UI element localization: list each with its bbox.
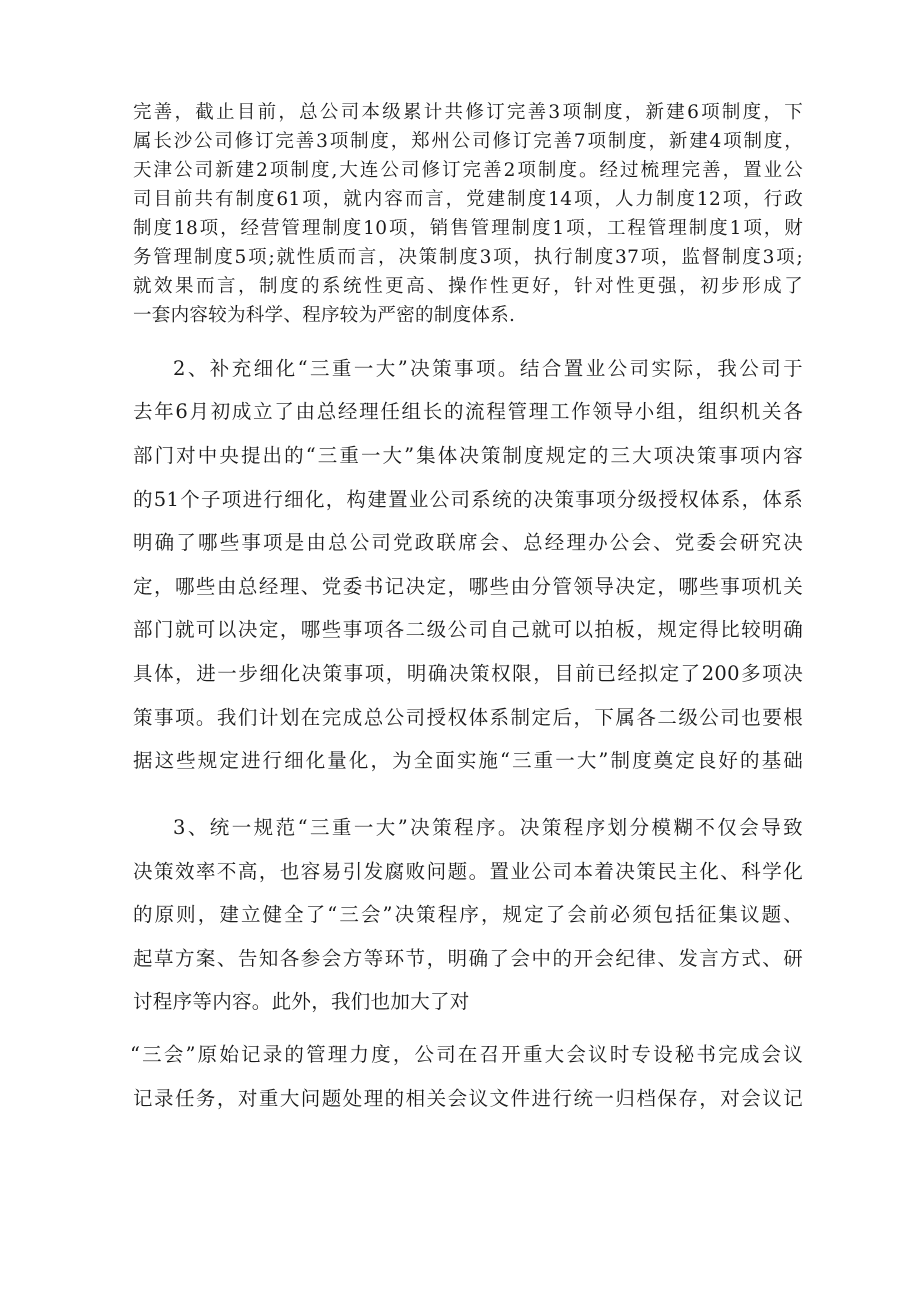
text-line: 具体，进一步细化决策事项，明确决策权限，目前已经拟定了200多项决	[133, 662, 803, 685]
text-line: 记录任务，对重大问题处理的相关会议文件进行统一归档保存，对会议记	[133, 1087, 803, 1110]
text-line: 天津公司新建2项制度,大连公司修订完善2项制度。经过梳理完善，置业公	[133, 160, 803, 181]
text-line: 就效果而言，制度的系统性更高、操作性更好，针对性更强，初步形成了	[133, 276, 803, 297]
text-line: 讨程序等内容。此外，我们也加大了对	[133, 990, 470, 1013]
text-line: 的51个子项进行细化，构建置业公司系统的决策事项分级授权体系，体系	[133, 488, 803, 511]
text-line: 据这些规定进行细化量化，为全面实施“三重一大”制度奠定良好的基础	[133, 749, 803, 772]
text-line: 决策效率不高，也容易引发腐败问题。置业公司本着决策民主化、科学化	[133, 860, 803, 883]
text-line: 一套内容较为科学、程序较为严密的制度体系.	[133, 305, 516, 326]
text-line: 制度18项，经营管理制度10项，销售管理制度1项，工程管理制度1项，财	[133, 218, 803, 239]
text-line: 策事项。我们计划在完成总公司授权体系制定后，下属各二级公司也要根	[133, 706, 803, 729]
text-line: 司目前共有制度61项，就内容而言，党建制度14项，人力制度12项，行政	[133, 189, 803, 210]
text-line: 3、统一规范“三重一大”决策程序。决策程序划分模糊不仅会导致	[173, 816, 803, 839]
text-line: 属长沙公司修订完善3项制度，郑州公司修订完善7项制度，新建4项制度，	[133, 131, 803, 152]
text-line: 部门对中央提出的“三重一大”集体决策制度规定的三大项决策事项内容	[133, 444, 803, 467]
text-line: 部门就可以决定，哪些事项各二级公司自己就可以拍板，规定得比较明确	[133, 618, 803, 641]
text-line: 去年6月初成立了由总经理任组长的流程管理工作领导小组，组织机关各	[133, 400, 803, 423]
text-line: 2、补充细化“三重一大”决策事项。结合置业公司实际，我公司于	[173, 357, 803, 380]
text-line: 明确了哪些事项是由总公司党政联席会、总经理办公会、党委会研究决	[133, 531, 803, 554]
text-line: 完善，截止目前，总公司本级累计共修订完善3项制度，新建6项制度，下	[133, 102, 803, 123]
text-line: 起草方案、告知各参会方等环节，明确了会中的开会纪律、发言方式、研	[133, 947, 803, 970]
text-line: 定，哪些由总经理、党委书记决定，哪些由分管领导决定，哪些事项机关	[133, 575, 803, 598]
text-line: 务管理制度5项;就性质而言，决策制度3项，执行制度37项，监督制度3项;	[133, 247, 803, 268]
text-line: 的原则，建立健全了“三会”决策程序，规定了会前必须包括征集议题、	[133, 903, 803, 926]
text-line: “三会”原始记录的管理力度，公司在召开重大会议时专设秘书完成会议	[130, 1043, 803, 1066]
